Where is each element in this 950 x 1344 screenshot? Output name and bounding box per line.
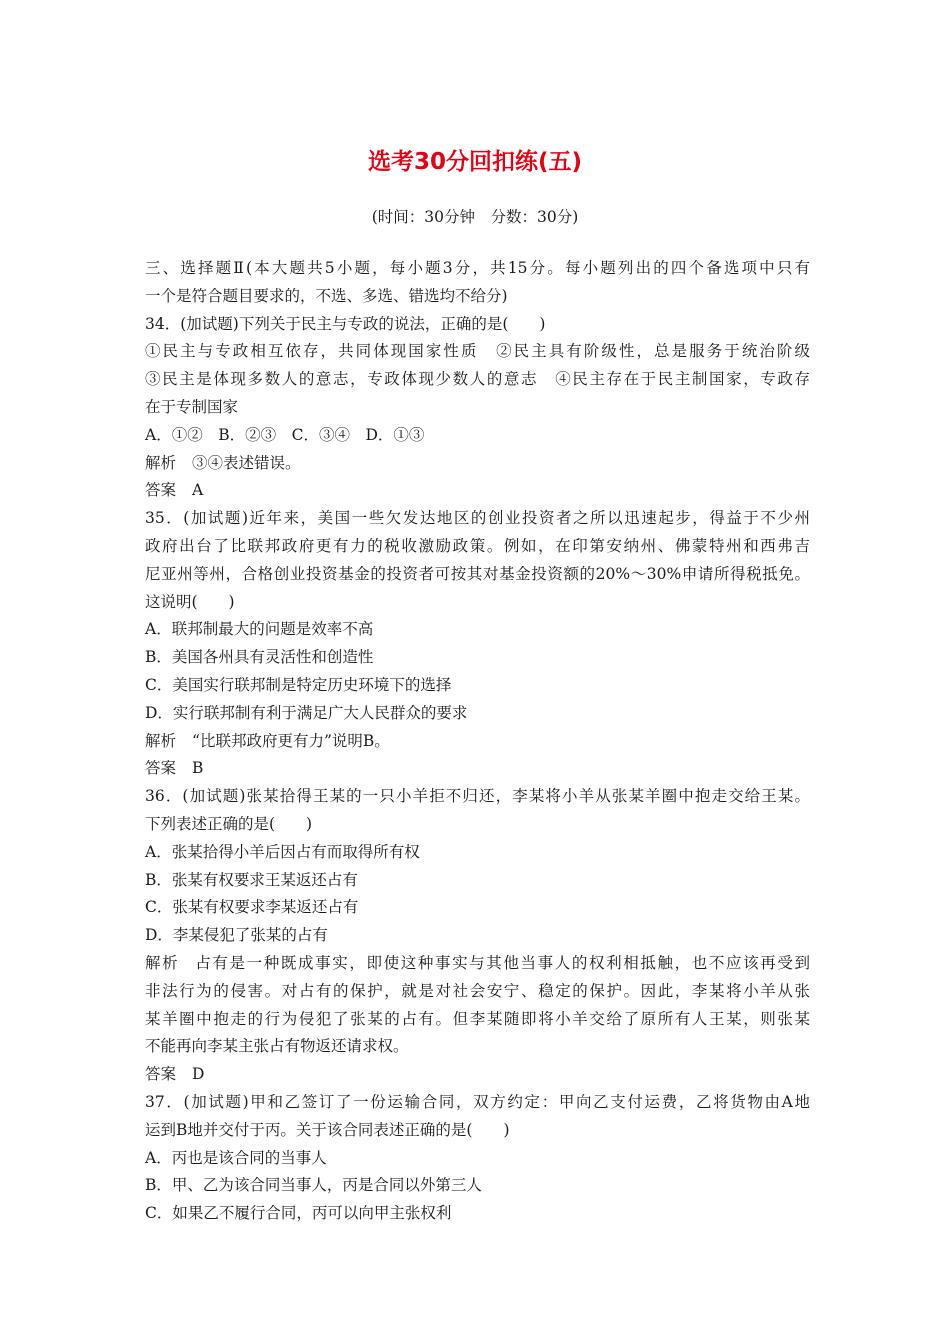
question-36-analysis-line: 非法行为的侵害。对占有的保护，就是对社会安宁、稳定的保护。因此，李某将小羊从张: [145, 981, 810, 1000]
question-36-analysis-line: [145, 950, 810, 978]
question-35-option-a: A．联邦制最大的问题是效率不高: [145, 620, 374, 639]
question-34-choices: A．①② B．②③ C．③④ D．①③: [145, 425, 425, 444]
analysis-text: ③④表述错误。: [192, 453, 301, 472]
question-37-stem-line: 运到B地并交付于丙。关于该合同表述正确的是( ): [145, 1120, 510, 1139]
answer-label: 答案: [145, 481, 177, 500]
analysis-label: 解析: [145, 953, 180, 972]
question-36-stem-line: 下列表述正确的是( ): [145, 814, 313, 833]
question-35-stem-line: 这说明( ): [145, 592, 235, 611]
question-37-option-c: C．如果乙不履行合同，丙可以向甲主张权利: [145, 1204, 452, 1223]
answer-value: D: [192, 1065, 205, 1084]
question-36-stem-line: 36．(加试题)张某拾得王某的一只小羊拒不归还，李某将小羊从张某羊圈中抱走交给王某。: [145, 787, 810, 806]
answer-label: 答案: [145, 759, 177, 778]
analysis-label: 解析: [145, 453, 177, 472]
question-35-analysis: [145, 728, 810, 756]
question-34-option-line: ③民主是体现多数人的意志，专政体现少数人的意志 ④民主存在于民主制国家，专政存: [145, 370, 810, 389]
question-35-stem-line: 35．(加试题)近年来，美国一些欠发达地区的创业投资者之所以迅速起步，得益于不少州: [145, 509, 810, 528]
question-35-stem-line: 尼亚州等州，合格创业投资基金的投资者可按其对基金投资额的20%～30%申请所得税抵免。: [145, 564, 810, 583]
question-35-answer: [145, 755, 810, 783]
analysis-text: 占有是一种既成事实，即使这种事实与其他当事人的权利相抵触，也不应该再受到: [195, 953, 810, 972]
section-instructions-line: 三、选择题Ⅱ(本大题共5小题，每小题3分，共15分。每小题列出的四个备选项中只有: [145, 259, 810, 277]
question-36-option-a: A．张某拾得小羊后因占有而取得所有权: [145, 842, 420, 861]
question-34-answer: [145, 477, 810, 505]
question-37-option-b: B．甲、乙为该合同当事人，丙是合同以外第三人: [145, 1176, 482, 1195]
answer-label: 答案: [145, 1065, 177, 1084]
question-35-option-d: D．实行联邦制有利于满足广大人民群众的要求: [145, 703, 468, 722]
analysis-text: “比联邦政府更有力”说明B。: [192, 731, 390, 750]
question-36-analysis-line: 某羊圈中抱走的行为侵犯了张某的占有。但李某随即将小羊交给了原所有人王某，则张某: [145, 1009, 810, 1028]
question-35-option-c: C．美国实行联邦制是特定历史环境下的选择: [145, 675, 452, 694]
answer-value: A: [192, 481, 204, 500]
document-body: [145, 255, 810, 1228]
question-36-option-b: B．张某有权要求王某返还占有: [145, 870, 358, 889]
question-34-stem: 34．(加试题)下列关于民主与专政的说法，正确的是( ): [145, 314, 546, 333]
question-36-option-d: D．李某侵犯了张某的占有: [145, 926, 328, 945]
question-34-analysis: [145, 450, 810, 478]
question-35-stem-line: 政府出台了比联邦政府更有力的税收激励政策。例如，在印第安纳州、佛蒙特州和西弗吉: [145, 536, 810, 555]
answer-value: B: [192, 759, 204, 778]
question-36-option-c: C．张某有权要求李某返还占有: [145, 898, 359, 917]
question-35-option-b: B．美国各州具有灵活性和创造性: [145, 648, 374, 667]
analysis-label: 解析: [145, 731, 177, 750]
question-34-option-line: 在于专制国家: [145, 397, 239, 416]
section-instructions-line: 一个是符合题目要求的，不选、多选、错选均不给分): [145, 286, 508, 305]
page-title: 选考30分回扣练(五): [367, 149, 583, 175]
page-subtitle: (时间：30分钟 分数：30分): [371, 208, 579, 226]
question-34-option-line: ①民主与专政相互依存，共同体现国家性质 ②民主具有阶级性，总是服务于统治阶级: [145, 342, 810, 361]
question-37-stem-line: 37．(加试题)甲和乙签订了一份运输合同，双方约定：甲向乙支付运费，乙将货物由A地: [145, 1092, 810, 1111]
question-37-option-a: A．丙也是该合同的当事人: [145, 1148, 327, 1167]
question-36-analysis-line: 不能再向李某主张占有物返还请求权。: [145, 1037, 409, 1056]
question-36-answer: [145, 1061, 810, 1089]
